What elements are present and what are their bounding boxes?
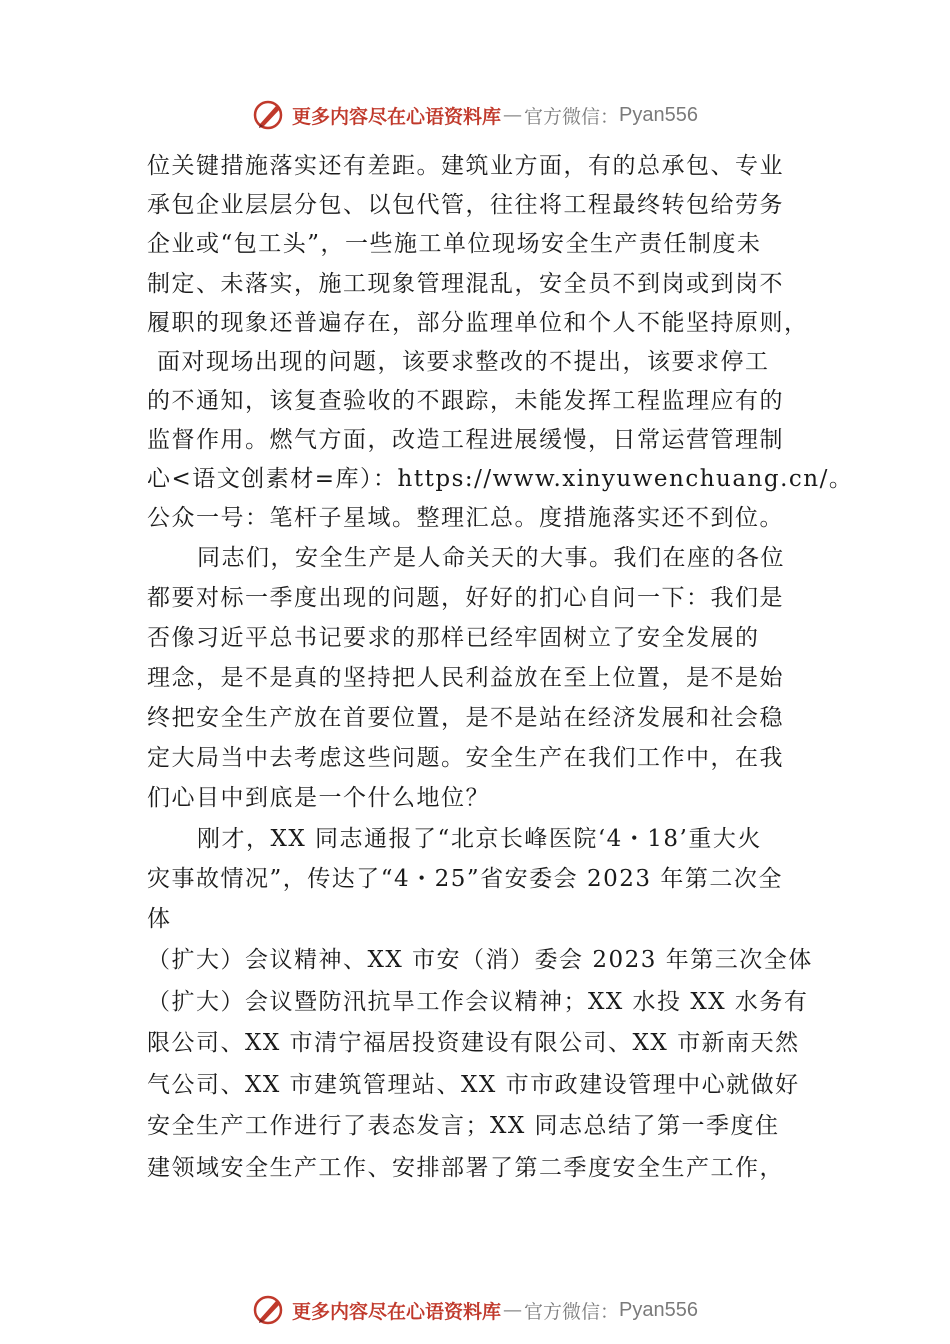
text-line: 制定、未落实，施工现象管理混乱，安全员不到岗或到岗不 [147,271,784,297]
text-line: 刚才，XX 同志通报了“北京长峰医院‘4・18’重大火 [197,826,762,852]
banner-dash: — [503,1299,523,1321]
text-line: 监督作用。燃气方面，改造工程进展缓慢，日常运营管理制 [147,427,784,453]
text-line: 同志们，安全生产是人命关天的大事。我们在座的各位 [197,545,785,571]
text-line: 位关键措施落实还有差距。建筑业方面，有的总承包、专业 [147,153,784,179]
text-line: 体 [147,906,172,932]
text-line: 公众一号：笔杆子星域。整理汇总。度措施落实还不到位。 [147,505,784,531]
text-line: 灾事故情况”，传达了“4・25”省安委会 2023 年第二次全 [147,866,783,892]
text-line: 的不通知，该复查验收的不跟踪，未能发挥工程监理应有的 [147,388,784,414]
pen-logo-icon [252,1293,286,1327]
text-line: 安全生产工作进行了表态发言；XX 同志总结了第一季度住 [147,1113,780,1139]
text-line: （扩大）会议暨防汛抗旱工作会议精神；XX 水投 XX 水务有 [147,989,809,1015]
banner-wechat-label: 官方微信： [524,105,620,128]
banner-title: 更多内容尽在心语资料库 [292,1300,502,1323]
banner-dash: — [503,104,523,126]
banner-wechat-id: Pyan556 [619,1298,698,1321]
footer-banner [0,1290,950,1330]
text-line: 建领域安全生产工作、安排部署了第二季度安全生产工作， [147,1155,784,1181]
banner-wechat-id: Pyan556 [619,103,698,126]
text-line: 限公司、XX 市清宁福居投资建设有限公司、XX 市新南天然 [147,1030,800,1056]
text-line: 企业或“包工头”，一些施工单位现场安全生产责任制度未 [147,231,762,257]
text-line: 气公司、XX 市建筑管理站、XX 市市政建设管理中心就做好 [147,1072,800,1098]
text-line: 面对现场出现的问题，该要求整改的不提出，该要求停工 [157,349,770,375]
text-line: 们心目中到底是一个什么地位？ [147,785,490,811]
text-line: 定大局当中去考虑这些问题。安全生产在我们工作中，在我 [147,745,784,771]
text-line: 否像习近平总书记要求的那样已经牢固树立了安全发展的 [147,625,760,651]
text-line: 都要对标一季度出现的问题，好好的扪心自问一下：我们是 [147,585,784,611]
text-line: 履职的现象还普遍存在，部分监理单位和个人不能坚持原则， [147,310,809,336]
text-line: 心<语文创素材=库）：https://www.xinyuwenchuang.cn/。 [147,466,854,492]
banner-title: 更多内容尽在心语资料库 [292,105,502,128]
text-line: （扩大）会议精神、XX 市安（消）委会 2023 年第三次全体 [147,947,813,973]
text-line: 理念，是不是真的坚持把人民利益放在至上位置，是不是始 [147,665,784,691]
text-line: 终把安全生产放在首要位置，是不是站在经济发展和社会稳 [147,705,784,731]
banner-wechat-label: 官方微信： [524,1300,620,1323]
text-line: 承包企业层层分包、以包代管，往往将工程最终转包给劳务 [147,192,784,218]
